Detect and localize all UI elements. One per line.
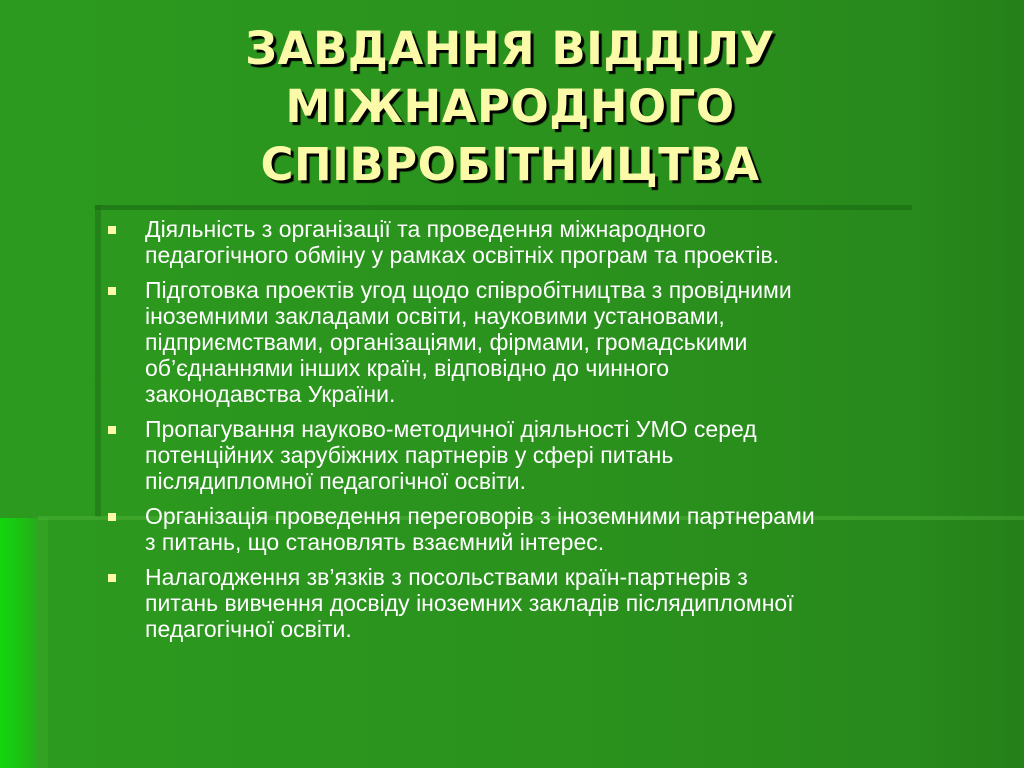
bullet-line: післядипломної педагогічної освіти. [145, 468, 526, 494]
bullet-line: іноземними закладами освіти, науковими установами, [145, 303, 725, 329]
bullet-line: з питань, що становлять взаємний інтерес. [145, 529, 605, 555]
bullet-item [103, 503, 983, 555]
bullet-line: об’єднаннями інших країн, відповідно до чинного [145, 355, 670, 381]
square-bullet-icon [108, 513, 116, 521]
slide-title [120, 20, 900, 194]
decorative-band-left-edge [38, 518, 48, 768]
bullet-line: підприємствами, організаціями, фірмами, громадськими [145, 329, 748, 355]
bullet-line: законодавства України. [145, 381, 396, 407]
bullet-item [103, 564, 983, 642]
square-bullet-icon [108, 574, 116, 582]
square-bullet-icon [108, 226, 116, 234]
slide-title-line: ЗАВДАННЯ ВІДДІЛУ [245, 22, 775, 75]
bullet-item [103, 416, 983, 494]
decorative-line-vertical [95, 205, 101, 517]
decorative-band-left [0, 518, 38, 768]
bullet-list [103, 216, 983, 651]
slide-title-line: СПІВРОБІТНИЦТВА [260, 138, 760, 191]
bullet-line: потенційних зарубіжних партнерів у сфері питань [145, 442, 674, 468]
bullet-item [103, 277, 983, 407]
bullet-line: педагогічної освіти. [145, 616, 352, 642]
bullet-line: педагогічного обміну у рамках освітніх програм та проектів. [145, 242, 780, 268]
bullet-line: Налагодження зв’язків з посольствами країн-партнерів з [145, 564, 748, 590]
bullet-item [103, 216, 983, 268]
bullet-line: питань вивчення досвіду іноземних закладів післядипломної [145, 590, 794, 616]
bullet-line: Підготовка проектів угод щодо співробітництва з провідними [145, 277, 792, 303]
slide-title-line: МІЖНАРОДНОГО [285, 80, 735, 133]
bullet-line: Пропагування науково-методичної діяльності УМО серед [145, 416, 757, 442]
square-bullet-icon [108, 426, 116, 434]
square-bullet-icon [108, 287, 116, 295]
decorative-line-top [95, 205, 912, 210]
bullet-line: Діяльність з організації та проведення міжнародного [145, 216, 706, 242]
bullet-line: Організація проведення переговорів з іноземними партнерами [145, 503, 815, 529]
